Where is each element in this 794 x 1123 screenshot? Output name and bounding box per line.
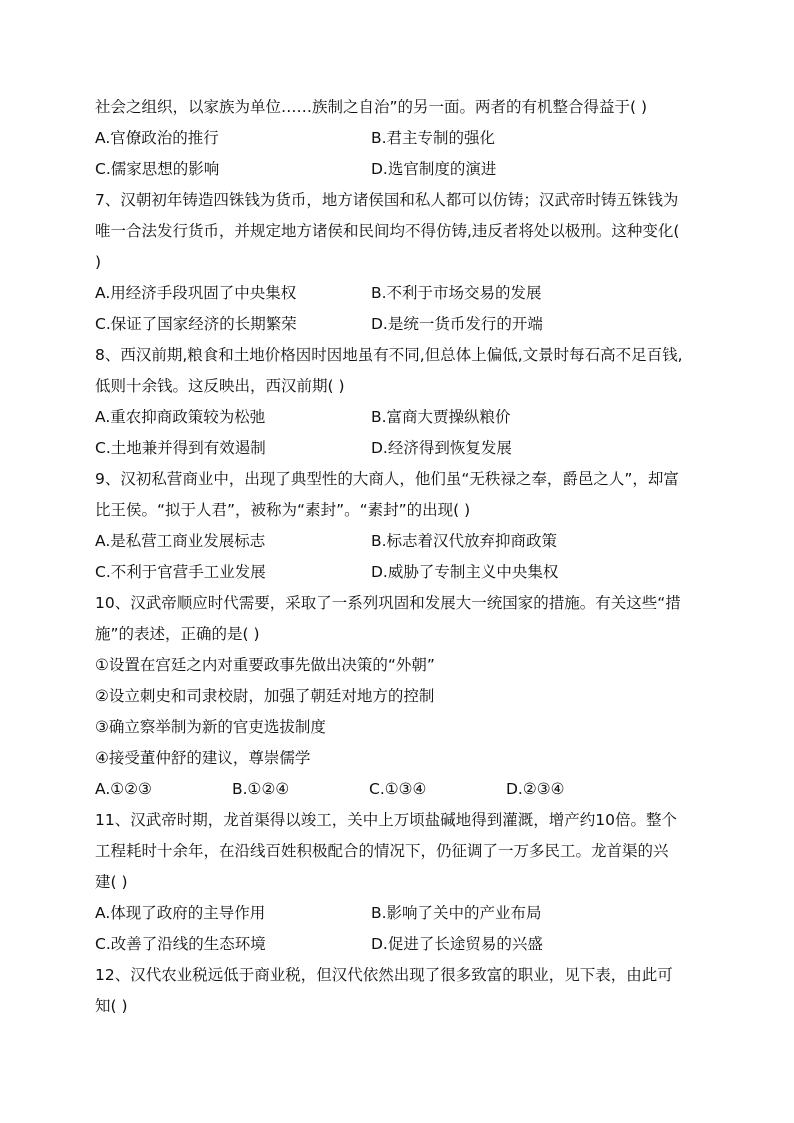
- option-right: B.富商大贾操纵粮价: [371, 408, 511, 426]
- option-row: [95, 929, 705, 960]
- option-right: B.标志着汉代放弃抑商政策: [371, 532, 558, 550]
- text-line: 社会之组织，以家族为单位……族制之自治”的另一面。两者的有机整合得益于( ): [95, 98, 648, 116]
- text-line: ④接受董仲舒的建议，尊崇儒学: [95, 749, 311, 767]
- text-line: 知( ): [95, 997, 128, 1015]
- option-row: [95, 898, 705, 929]
- option-c: C.①③④: [369, 780, 427, 798]
- option-row-four: [95, 774, 705, 805]
- text-line: 9、汉初私营商业中，出现了典型性的大商人，他们虽“无秩禄之奉，爵邑之人”，却富: [95, 470, 679, 488]
- option-row: [95, 557, 705, 588]
- option-left: C.不利于官营手工业发展: [95, 563, 266, 581]
- text-line: ③确立察举制为新的官吏选拔制度: [95, 718, 326, 736]
- text-line: 施”的表述，正确的是( ): [95, 625, 260, 643]
- option-right: B.君主专制的强化: [371, 129, 496, 147]
- option-left: C.改善了沿线的生态环境: [95, 935, 266, 953]
- option-left: A.重农抑商政策较为松弛: [95, 408, 266, 426]
- option-row: [95, 278, 705, 309]
- text-line: 唯一合法发行货币，并规定地方诸侯和民间均不得仿铸,违反者将处以极刑。这种变化(: [95, 222, 680, 240]
- option-right: D.经济得到恢复发展: [371, 439, 512, 457]
- option-row: [95, 123, 705, 154]
- option-row: [95, 309, 705, 340]
- option-left: A.体现了政府的主导作用: [95, 904, 266, 922]
- text-line: 低则十余钱。这反映出，西汉前期( ): [95, 377, 345, 395]
- option-right: D.促进了长途贸易的兴盛: [371, 935, 543, 953]
- option-left: A.是私营工商业发展标志: [95, 532, 266, 550]
- option-row: [95, 526, 705, 557]
- option-left: A.用经济手段巩固了中央集权: [95, 284, 297, 302]
- text-line: ①设置在宫廷之内对重要政事先做出决策的“外朝”: [95, 656, 435, 674]
- text-line: 10、汉武帝顺应时代需要，采取了一系列巩固和发展大一统国家的措施。有关这些“措: [95, 594, 681, 612]
- option-left: A.官僚政治的推行: [95, 129, 219, 147]
- text-line: 比王侯。“拟于人君”，被称为“素封”。“素封”的出现( ): [95, 501, 471, 519]
- option-row: [95, 402, 705, 433]
- document-body: [95, 92, 705, 1022]
- text-line: 建( ): [95, 873, 128, 891]
- option-right: D.选官制度的演进: [371, 160, 497, 178]
- option-row: [95, 433, 705, 464]
- option-right: D.是统一货币发行的开端: [371, 315, 543, 333]
- option-right: B.不利于市场交易的发展: [371, 284, 542, 302]
- option-d: D.②③④: [506, 780, 565, 798]
- option-right: D.威胁了专制主义中央集权: [371, 563, 559, 581]
- text-line: 7、汉朝初年铸造四铢钱为货币，地方诸侯国和私人都可以仿铸；汉武帝时铸五铢钱为: [95, 191, 679, 209]
- text-line: 11、汉武帝时期，龙首渠得以竣工，关中上万顷盐碱地得到灌溉，增产约10倍。整个: [95, 811, 677, 829]
- option-right: B.影响了关中的产业布局: [371, 904, 542, 922]
- option-left: C.保证了国家经济的长期繁荣: [95, 315, 297, 333]
- text-line: 工程耗时十余年，在沿线百姓积极配合的情况下，仍征调了一万多民工。龙首渠的兴: [95, 842, 669, 860]
- option-a: A.①②③: [95, 780, 152, 798]
- option-b: B.①②④: [232, 780, 290, 798]
- text-line: 8、西汉前期,粮食和土地价格因时因地虽有不同,但总体上偏低,文景时每石高不足百钱,: [95, 346, 683, 364]
- text-line: ): [95, 253, 102, 271]
- text-line: ②设立刺史和司隶校尉，加强了朝廷对地方的控制: [95, 687, 435, 705]
- option-left: C.土地兼并得到有效遏制: [95, 439, 266, 457]
- option-row: [95, 154, 705, 185]
- option-left: C.儒家思想的影响: [95, 160, 220, 178]
- text-line: 12、汉代农业税远低于商业税，但汉代依然出现了很多致富的职业，见下表，由此可: [95, 966, 673, 984]
